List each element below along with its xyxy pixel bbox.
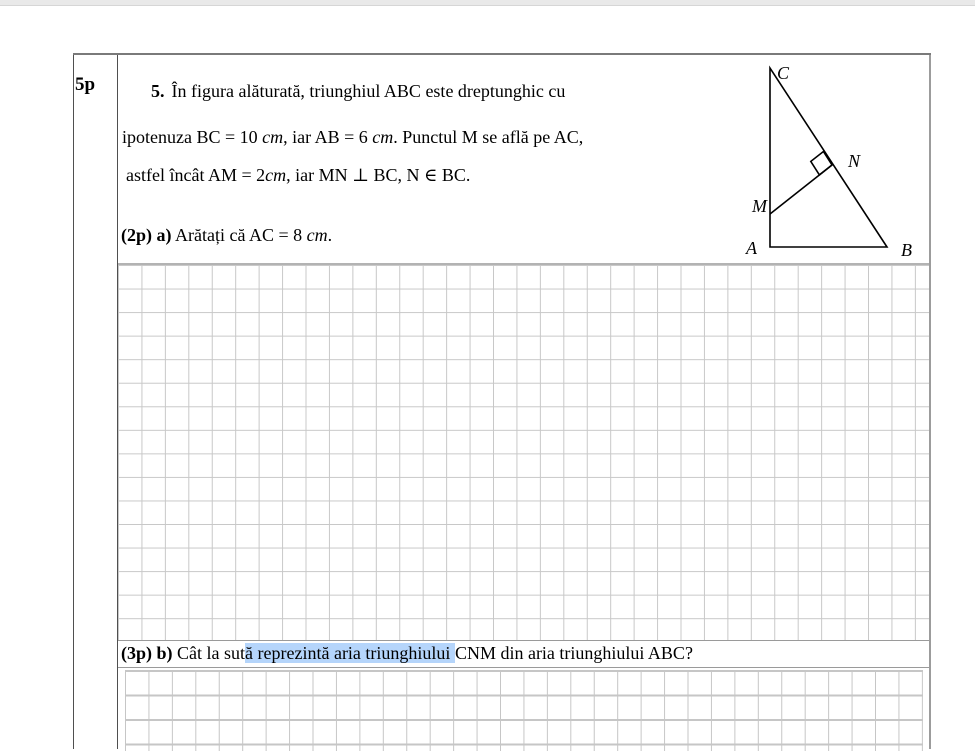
- problem-line-1: [151, 79, 565, 103]
- part-a-text: Arătați că AC = 8: [171, 225, 307, 245]
- problem-number: 5.: [151, 81, 165, 101]
- problem-line1-text: În figura alăturată, triunghiul ABC este dreptunghic cu: [171, 81, 566, 101]
- line3-seg: astfel încât AM = 2: [126, 165, 266, 185]
- problem-line-3: [126, 163, 470, 187]
- part-a-line: [121, 223, 332, 247]
- triangle-abc-outline: [770, 68, 887, 247]
- line2-seg: ipotenuza BC = 10: [122, 127, 263, 147]
- line2-seg: . Punctul M se află pe AC,: [393, 127, 584, 147]
- triangle-figure: [740, 55, 940, 265]
- part-a-points: (2p) a): [121, 225, 172, 245]
- window-top-bar: [0, 0, 975, 6]
- part-a-unit: cm: [306, 225, 328, 245]
- label-m: M: [752, 196, 767, 216]
- part-b-line: [118, 640, 929, 668]
- answer-grid-part-b: [125, 670, 923, 751]
- part-b-text: Cât la sut: [172, 643, 246, 663]
- part-b-points: (3p) b): [121, 643, 173, 663]
- line3-unit: cm: [265, 165, 287, 185]
- line2-unit: cm: [372, 127, 394, 147]
- answer-grid-part-a: [118, 263, 929, 640]
- part-a-text: .: [327, 225, 333, 245]
- label-c: C: [777, 63, 790, 83]
- right-angle-mark: [811, 152, 832, 175]
- worksheet-table: [73, 53, 931, 749]
- line2-unit: cm: [262, 127, 284, 147]
- label-a: A: [746, 238, 757, 258]
- score-label: 5p: [75, 74, 96, 95]
- line2-seg: , iar AB = 6: [283, 127, 373, 147]
- line3-seg: , iar MN ⊥ BC, N ∈ BC.: [286, 165, 471, 185]
- label-n: N: [848, 151, 861, 171]
- part-b-text: CNM din aria triunghiului ABC?: [454, 643, 693, 663]
- problem-cell: [118, 55, 931, 749]
- label-b: B: [901, 240, 912, 260]
- score-cell: [73, 55, 118, 749]
- problem-line-2: [122, 125, 583, 149]
- selected-text: ă reprezintă aria triunghiului: [245, 643, 455, 663]
